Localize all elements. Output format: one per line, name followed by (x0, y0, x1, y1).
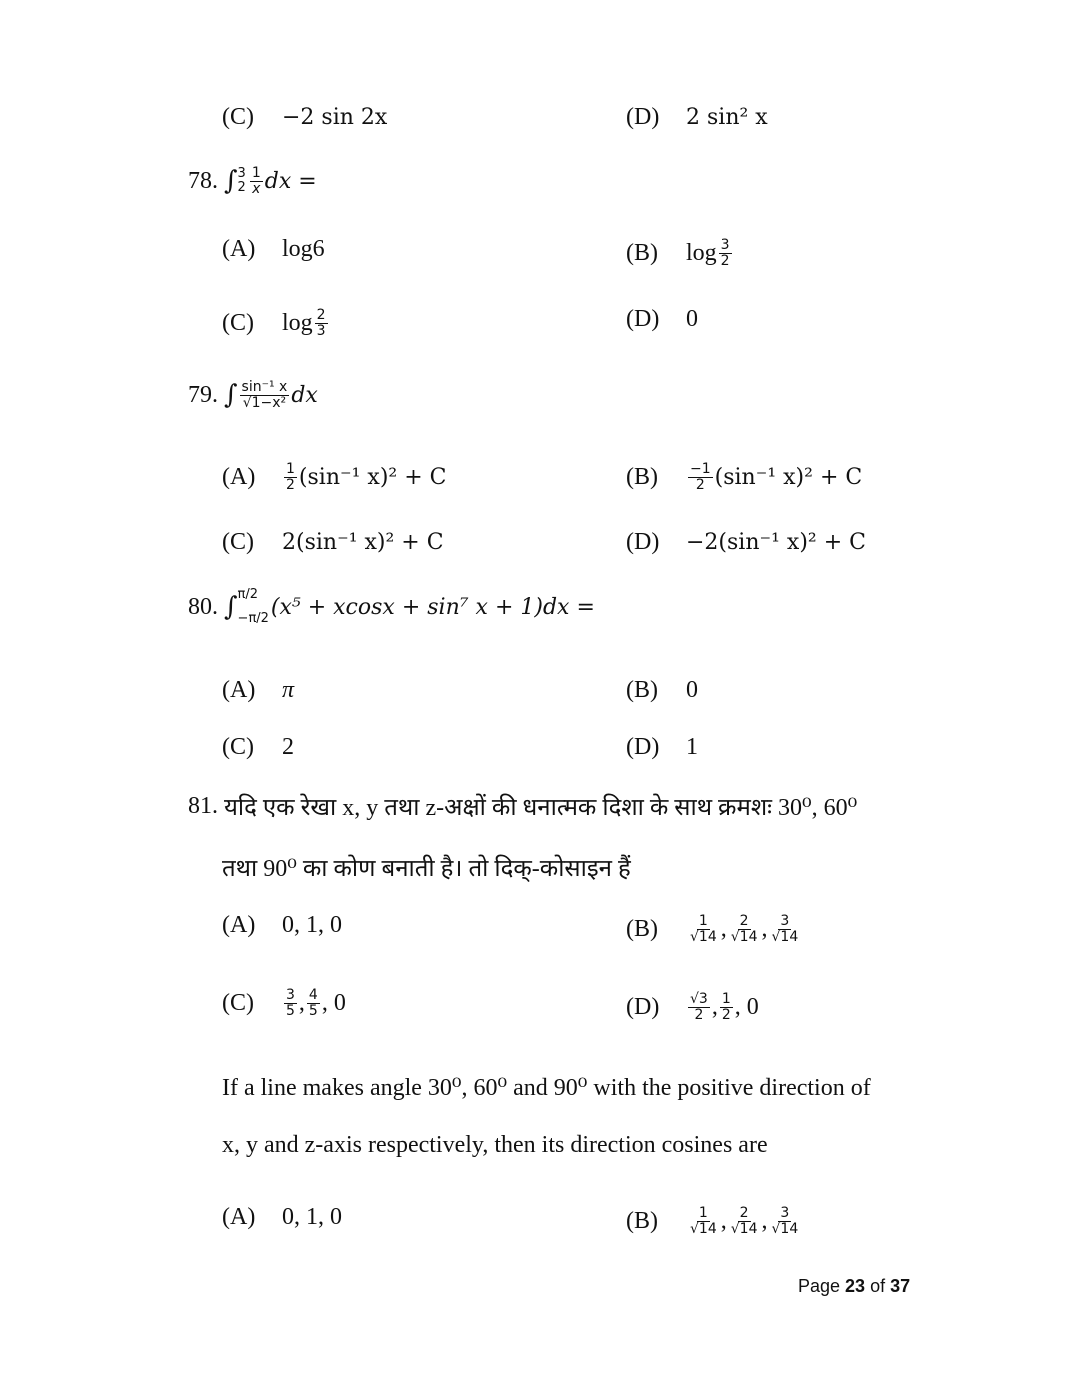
option-text: 0 (686, 677, 698, 703)
fraction (729, 914, 760, 944)
denominator: √14 (690, 928, 717, 945)
question-number: 78. (188, 167, 218, 194)
option-text: (sin⁻¹ x)² + C (714, 464, 863, 490)
denominator: x (252, 180, 261, 197)
option-text: 2 (282, 734, 294, 760)
fraction (284, 988, 297, 1018)
option-text: log6 (282, 236, 325, 262)
integral-sign: ∫ (224, 166, 238, 197)
numerator: 1 (698, 913, 708, 929)
q81-option-d: (D) $\frac{√3}{2}$ , $\frac{1}{2}$ , 0 (626, 991, 759, 1023)
q80-option-d (626, 734, 698, 761)
q79-option-c (222, 529, 444, 556)
option-label: (C) (222, 734, 254, 760)
option-label: (A) (222, 1204, 256, 1230)
q79-option-b (626, 462, 862, 492)
question-number: 79. (188, 381, 218, 408)
numerator: 1 (721, 991, 731, 1007)
option-text: π (282, 677, 295, 703)
log-text: log (282, 309, 313, 336)
option-label: (B) (626, 915, 658, 942)
option-label: (B) (626, 1207, 658, 1234)
q77-option-c (222, 104, 387, 131)
total-pages: 37 (890, 1276, 911, 1296)
page-number (798, 1276, 910, 1297)
q80-option-b (626, 677, 698, 704)
lower-limit: 2 (237, 180, 246, 196)
numerator: −1 (690, 461, 711, 477)
fraction (284, 462, 297, 492)
current-page: 23 (845, 1276, 866, 1296)
fraction (688, 992, 710, 1022)
q81-english-option-b: (B) $\frac{1}{√14}$ , $\frac{2}{√14}$ , $\frac{3}{√14}$ (626, 1205, 799, 1237)
fraction (719, 238, 732, 268)
q81-hindi-line2 (222, 851, 631, 884)
stem-tail: dx (291, 382, 318, 408)
question-text: If a line makes angle 30⁰, 60⁰ and 90⁰ with the positive direction of (222, 1075, 871, 1101)
question-number: 80. (188, 593, 218, 620)
q81-option-b: (B) $\frac{1}{√14}$ , $\frac{2}{√14}$ , $\frac{3}{√14}$ (626, 913, 799, 945)
q77-option-d (626, 104, 768, 131)
page-of: of (865, 1276, 891, 1296)
q80-option-a (222, 677, 294, 704)
option-text: −2(sin⁻¹ x)² + C (686, 530, 866, 555)
q78-stem (188, 166, 317, 196)
option-label: (C) (222, 104, 254, 130)
option-text: 0, 1, 0 (282, 1204, 342, 1230)
q78-option-a (222, 236, 325, 263)
numerator: 4 (308, 987, 318, 1003)
option-text: (sin⁻¹ x)² + C (298, 464, 447, 490)
numerator: 3 (780, 1205, 790, 1221)
denominator: √1−x² (242, 394, 287, 411)
option-label: (B) (626, 239, 658, 266)
denominator: 2 (694, 1006, 704, 1023)
q78-option-c (222, 308, 330, 338)
limits (238, 167, 246, 196)
numerator: sin⁻¹ x (241, 379, 288, 395)
option-label: (D) (626, 104, 660, 130)
denominator: 2 (286, 476, 295, 493)
option-label: (A) (222, 236, 256, 262)
option-label: (A) (222, 463, 256, 490)
option-tail: , 0 (734, 993, 759, 1020)
option-label: (C) (222, 989, 254, 1016)
q81-english-line1 (222, 1073, 871, 1102)
question-text: x, y and z-axis respectively, then its direction cosines are (222, 1132, 768, 1158)
stem-tail: dx = (264, 168, 317, 194)
limits (238, 588, 269, 627)
fraction (770, 914, 801, 944)
q79-stem (188, 380, 318, 410)
denominator: 2 (720, 252, 730, 269)
numerator: 2 (316, 307, 326, 323)
q79-option-d (626, 529, 866, 556)
fraction (688, 914, 719, 944)
denominator: √14 (690, 1220, 717, 1237)
fraction (240, 380, 290, 410)
q81-hindi-line1 (188, 790, 857, 823)
denominator: 5 (308, 1002, 318, 1019)
upper-limit: π/2 (237, 587, 259, 602)
option-text: 2(sin⁻¹ x)² + C (282, 530, 444, 555)
option-label: (B) (626, 463, 658, 490)
fraction (720, 992, 733, 1022)
q78-option-b (626, 238, 734, 268)
option-label: (D) (626, 993, 660, 1020)
fraction (307, 988, 320, 1018)
option-text: 0, 1, 0 (282, 912, 342, 938)
q78-option-d (626, 306, 698, 333)
lower-limit: −π/2 (237, 611, 269, 627)
numerator: 3 (286, 987, 295, 1003)
q79-option-a (222, 462, 447, 492)
log-text: log (686, 239, 717, 266)
q80-stem (188, 588, 595, 627)
fraction (688, 462, 713, 492)
question-number: 81. (188, 793, 218, 819)
denominator: √14 (771, 1220, 799, 1237)
q81-english-option-a (222, 1204, 342, 1231)
option-label: (C) (222, 529, 254, 555)
denominator: 2 (695, 476, 705, 493)
option-label: (C) (222, 309, 254, 336)
option-label: (A) (222, 912, 256, 938)
upper-limit: 3 (237, 165, 246, 181)
q80-option-c (222, 734, 294, 761)
fraction (250, 166, 263, 196)
option-text: 1 (686, 734, 698, 760)
option-label: (A) (222, 677, 256, 703)
option-text: 2 sin² x (686, 105, 768, 130)
stem-text: (x⁵ + xcosx + sin⁷ x + 1)dx = (270, 594, 595, 620)
option-label: (D) (626, 306, 660, 332)
question-text: तथा 90⁰ का कोण बनाती है। तो दिक्-कोसाइन हैं (222, 856, 631, 882)
fraction (688, 1206, 719, 1236)
option-text: −2 sin 2x (282, 105, 388, 130)
fraction (315, 308, 328, 338)
numerator: 3 (780, 913, 790, 929)
denominator: √14 (730, 1220, 758, 1237)
q81-option-a (222, 912, 342, 939)
denominator: 2 (721, 1006, 731, 1023)
numerator: 3 (720, 237, 730, 253)
numerator: √3 (690, 991, 708, 1007)
integral-sign: ∫ (224, 592, 238, 623)
question-text: यदि एक रेखा x, y तथा z-अक्षों की धनात्मक दिशा के साथ क्रमशः 30⁰, 60⁰ (224, 795, 858, 821)
option-text: 0 (686, 306, 698, 332)
fraction (770, 1206, 801, 1236)
option-tail: , 0 (321, 989, 346, 1016)
option-label: (B) (626, 677, 658, 703)
q81-english-line2 (222, 1132, 768, 1159)
q81-option-c: (C) $\frac{3}{5}$ , $\frac{4}{5}$ , 0 (222, 987, 346, 1019)
denominator: √14 (730, 928, 758, 945)
option-label: (D) (626, 734, 660, 760)
denominator: √14 (771, 928, 799, 945)
numerator: 1 (698, 1205, 708, 1221)
numerator: 2 (739, 913, 749, 929)
integral-sign: ∫ (224, 380, 238, 411)
numerator: 2 (739, 1205, 749, 1221)
denominator: 3 (316, 322, 326, 339)
fraction (729, 1206, 760, 1236)
page-prefix: Page (798, 1276, 846, 1296)
numerator: 1 (251, 165, 261, 181)
denominator: 5 (286, 1002, 295, 1019)
numerator: 1 (286, 461, 295, 477)
option-label: (D) (626, 529, 660, 555)
